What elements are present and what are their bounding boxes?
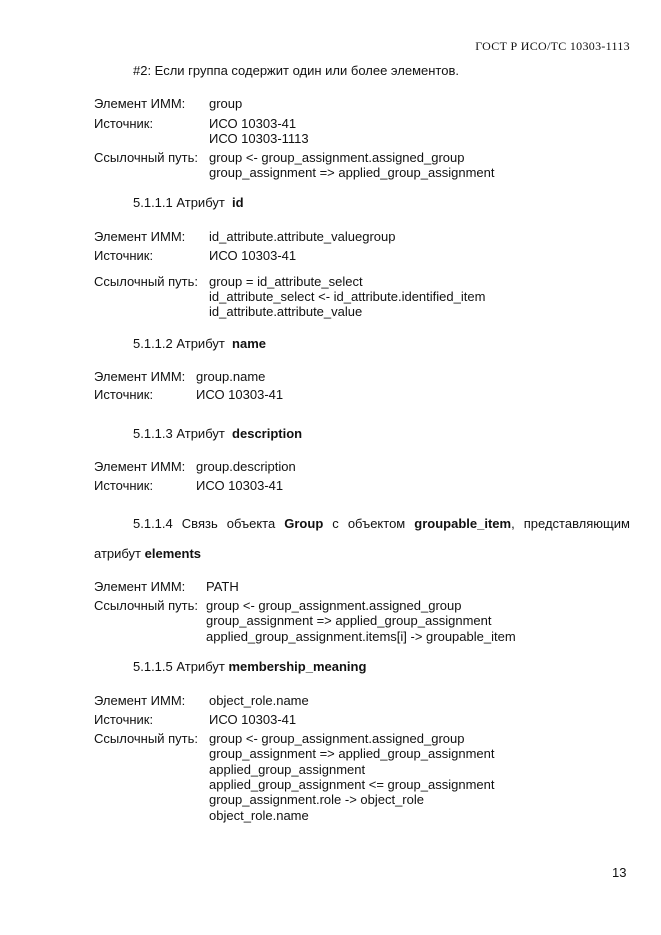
path-line: applied_group_assignment.items[i] -> groupable_item (206, 629, 516, 644)
element-value: group.name (196, 369, 266, 384)
label-source: Источник: (94, 116, 154, 131)
path-line: applied_group_assignment (209, 762, 366, 777)
attribute-name: name (232, 336, 267, 351)
source-value: ИСО 10303-41 (209, 248, 297, 263)
element-value: id_attribute.attribute_valuegroup (209, 229, 396, 244)
path-line: object_role.name (209, 808, 309, 823)
attribute-name: description (232, 426, 303, 441)
section-number: 5.1.1.1 Атрибут (133, 195, 225, 210)
element-value: object_role.name (209, 693, 309, 708)
heading-word: объекта (226, 516, 276, 531)
section-heading-description (133, 426, 302, 441)
comma: , (511, 516, 515, 531)
label-source: Источник: (94, 712, 154, 727)
label-element: Элемент ИММ: (94, 579, 186, 594)
path-line: group_assignment => applied_group_assignment (209, 165, 495, 180)
heading-word: представляющим (523, 516, 630, 531)
section-heading-elements (133, 516, 630, 531)
path-line: group = id_attribute_select (209, 274, 363, 289)
label-element: Элемент ИММ: (94, 96, 186, 111)
label-path: Ссылочный путь: (94, 598, 198, 613)
label-element: Элемент ИММ: (94, 229, 186, 244)
attribute-name: elements (144, 546, 202, 561)
heading-word: с (332, 516, 339, 531)
entity-name-with-comma (414, 516, 514, 531)
element-value: group (209, 96, 243, 111)
source-value: ИСО 10303-1113 (209, 131, 309, 146)
section-heading-continuation (94, 546, 201, 561)
source-value: ИСО 10303-41 (196, 387, 284, 402)
label-path: Ссылочный путь: (94, 274, 198, 289)
label-source: Источник: (94, 248, 154, 263)
section-number: 5.1.1.4 (133, 516, 173, 531)
source-value: ИСО 10303-41 (209, 116, 297, 131)
path-line: group <- group_assignment.assigned_group (209, 150, 465, 165)
label-source: Источник: (94, 478, 154, 493)
section-heading-id (133, 195, 244, 210)
path-line: group <- group_assignment.assigned_group (206, 598, 462, 613)
element-value: group.description (196, 459, 296, 474)
element-value: PATH (206, 579, 239, 594)
section-heading-name (133, 336, 266, 351)
note-text: #2: Если группа содержит один или более элементов. (133, 63, 459, 78)
label-path: Ссылочный путь: (94, 731, 198, 746)
source-value: ИСО 10303-41 (209, 712, 297, 727)
heading-word: атрибут (94, 546, 142, 561)
path-line: group_assignment.role -> object_role (209, 792, 424, 807)
label-path: Ссылочный путь: (94, 150, 198, 165)
attribute-name: membership_meaning (228, 659, 367, 674)
heading-word: Связь (181, 516, 218, 531)
path-line: applied_group_assignment <= group_assignment (209, 777, 495, 792)
section-number: 5.1.1.2 Атрибут (133, 336, 225, 351)
section-number: 5.1.1.3 Атрибут (133, 426, 225, 441)
label-source: Источник: (94, 387, 154, 402)
path-line: id_attribute.attribute_value (209, 304, 363, 319)
label-element: Элемент ИММ: (94, 369, 186, 384)
label-element: Элемент ИММ: (94, 693, 186, 708)
page-number: 13 (612, 865, 627, 880)
path-line: group <- group_assignment.assigned_group (209, 731, 465, 746)
path-line: id_attribute_select <- id_attribute.identified_item (209, 289, 486, 304)
section-heading-membership-meaning (133, 659, 366, 674)
heading-word: объектом (347, 516, 406, 531)
attribute-name: id (232, 195, 244, 210)
path-line: group_assignment => applied_group_assignment (209, 746, 495, 761)
source-value: ИСО 10303-41 (196, 478, 284, 493)
entity-name: groupable_item (414, 516, 512, 531)
path-line: group_assignment => applied_group_assignment (206, 613, 492, 628)
entity-name: Group (284, 516, 324, 531)
label-element: Элемент ИММ: (94, 459, 186, 474)
section-number: 5.1.1.5 Атрибут (133, 659, 225, 674)
document-header: ГОСТ Р ИСО/ТС 10303-1113 (475, 39, 630, 53)
